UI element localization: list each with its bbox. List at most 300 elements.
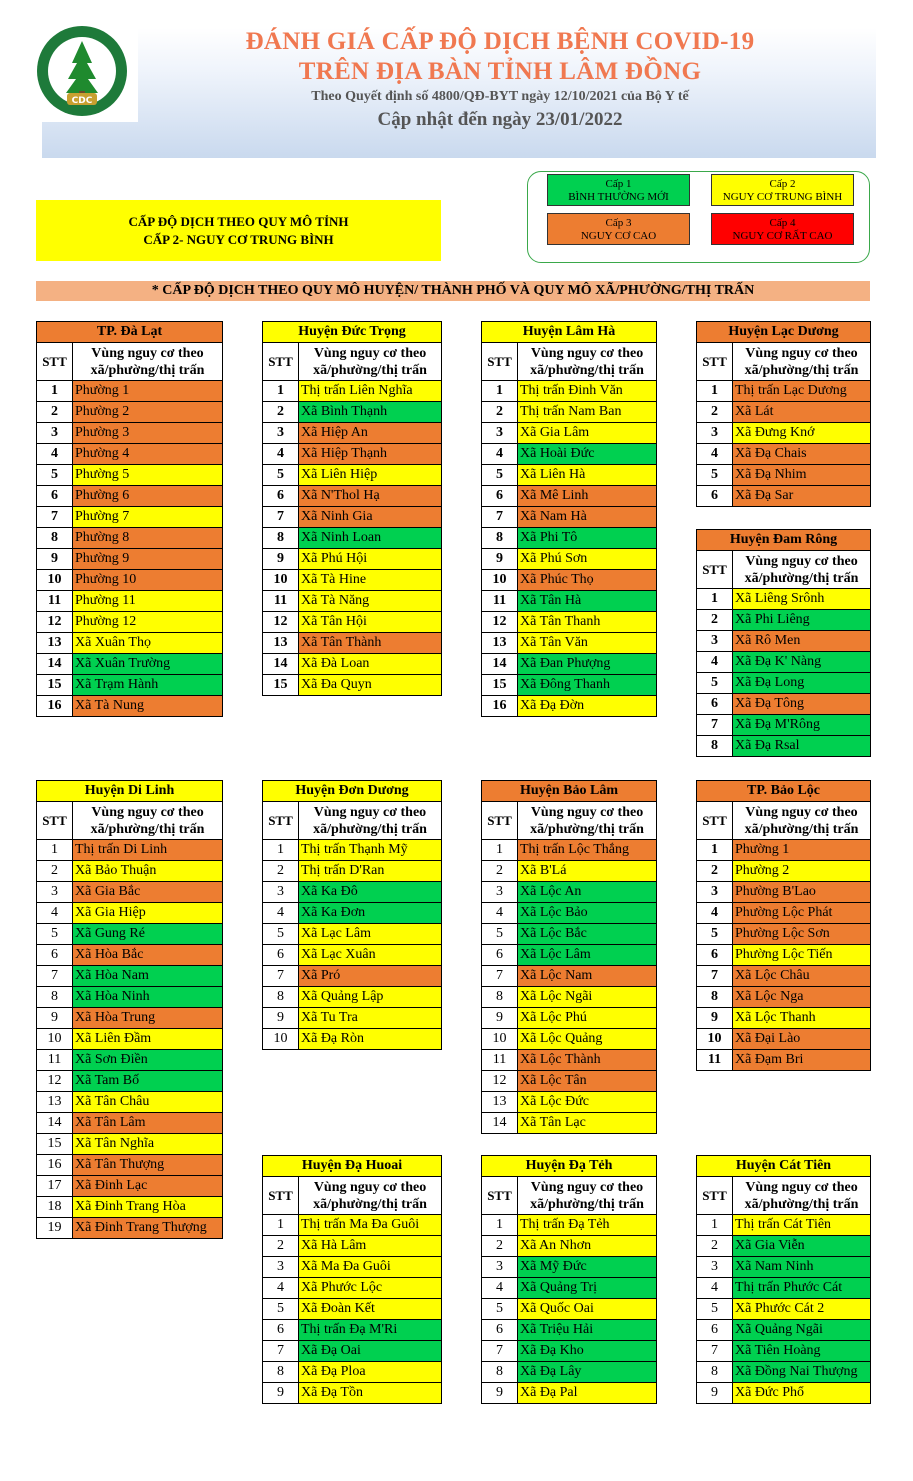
- row-number: 1: [697, 381, 733, 402]
- table-row: [482, 696, 657, 717]
- district-name: Huyện Lâm Hà: [482, 322, 657, 343]
- row-number: 8: [37, 987, 73, 1008]
- commune-name: Xã Phúc Thọ: [518, 570, 657, 591]
- row-number: 17: [37, 1176, 73, 1197]
- table-row: [697, 1299, 871, 1320]
- table-row: [697, 381, 871, 402]
- column-header-area: Vùng nguy cơ theo xã/phường/thị trấn: [733, 802, 871, 840]
- column-header-stt: STT: [482, 343, 518, 381]
- commune-name: Xã Lộc Nam: [518, 966, 657, 987]
- row-number: 8: [482, 528, 518, 549]
- row-number: 5: [263, 1299, 299, 1320]
- commune-name: Xã Đại Lào: [733, 1029, 871, 1050]
- district-table: [481, 780, 657, 1134]
- commune-name: Phường 4: [73, 444, 223, 465]
- row-number: 3: [37, 423, 73, 444]
- commune-name: Phường 12: [73, 612, 223, 633]
- district-table: [696, 1155, 871, 1404]
- commune-name: Xã Quốc Oai: [518, 1299, 657, 1320]
- table-row: [263, 1383, 442, 1404]
- commune-name: Xã Đạ M'Rông: [733, 715, 871, 736]
- table-row: [482, 882, 657, 903]
- commune-name: Xã Gia Viễn: [733, 1236, 871, 1257]
- district-table: [262, 321, 442, 696]
- table-row: [697, 402, 871, 423]
- district-name: Huyện Đam Rông: [697, 530, 871, 551]
- column-header-stt: STT: [37, 802, 73, 840]
- commune-name: Xã Xuân Thọ: [73, 633, 223, 654]
- table-row: [482, 591, 657, 612]
- commune-name: Xã Tu Tra: [299, 1008, 442, 1029]
- commune-name: Xã Lạc Xuân: [299, 945, 442, 966]
- commune-name: Thị trấn Lạc Dương: [733, 381, 871, 402]
- legend-level-2: Cấp 2 NGUY CƠ TRUNG BÌNH: [711, 174, 854, 206]
- table-row: [263, 528, 442, 549]
- column-header-area: Vùng nguy cơ theo xã/phường/thị trấn: [518, 802, 657, 840]
- table-row: [37, 882, 223, 903]
- row-number: 9: [482, 1008, 518, 1029]
- commune-name: Xã Quảng Lập: [299, 987, 442, 1008]
- row-number: 12: [263, 612, 299, 633]
- commune-name: Thị trấn Đinh Văn: [518, 381, 657, 402]
- row-number: 4: [263, 1278, 299, 1299]
- commune-name: Thị trấn Cát Tiên: [733, 1215, 871, 1236]
- table-row: [37, 1218, 223, 1239]
- column-header-area: Vùng nguy cơ theo xã/phường/thị trấn: [733, 1177, 871, 1215]
- row-number: 3: [482, 882, 518, 903]
- row-number: 5: [697, 924, 733, 945]
- row-number: 12: [37, 612, 73, 633]
- table-row: [697, 903, 871, 924]
- table-row: [482, 612, 657, 633]
- commune-name: Xã N'Thol Hạ: [299, 486, 442, 507]
- table-row: [697, 423, 871, 444]
- row-number: 16: [482, 696, 518, 717]
- row-number: 6: [697, 945, 733, 966]
- row-number: 11: [37, 1050, 73, 1071]
- commune-name: Xã Tà Nung: [73, 696, 223, 717]
- commune-name: Xã Mê Linh: [518, 486, 657, 507]
- row-number: 4: [482, 903, 518, 924]
- table-row: [263, 444, 442, 465]
- table-row: [697, 1215, 871, 1236]
- table-row: [263, 465, 442, 486]
- row-number: 9: [697, 1008, 733, 1029]
- row-number: 4: [697, 903, 733, 924]
- row-number: 5: [697, 465, 733, 486]
- table-row: [37, 1176, 223, 1197]
- row-number: 8: [263, 528, 299, 549]
- commune-name: Phường 8: [73, 528, 223, 549]
- table-row: [697, 945, 871, 966]
- row-number: 7: [482, 1341, 518, 1362]
- commune-name: Xã Tân Văn: [518, 633, 657, 654]
- row-number: 10: [263, 570, 299, 591]
- row-number: 6: [263, 945, 299, 966]
- commune-name: Xã Lộc Châu: [733, 966, 871, 987]
- district-name: TP. Bảo Lộc: [697, 781, 871, 802]
- commune-name: Xã Đoàn Kết: [299, 1299, 442, 1320]
- row-number: 6: [263, 486, 299, 507]
- commune-name: Phường B'Lao: [733, 882, 871, 903]
- district-name: Huyện Cát Tiên: [697, 1156, 871, 1177]
- row-number: 8: [263, 987, 299, 1008]
- table-row: [37, 1113, 223, 1134]
- table-row: [37, 633, 223, 654]
- row-number: 2: [697, 861, 733, 882]
- commune-name: Xã Tân Hà: [518, 591, 657, 612]
- row-number: 13: [482, 1092, 518, 1113]
- table-row: [482, 1320, 657, 1341]
- row-number: 15: [482, 675, 518, 696]
- row-number: 4: [263, 444, 299, 465]
- commune-name: Xã Hoài Đức: [518, 444, 657, 465]
- row-number: 9: [697, 1383, 733, 1404]
- row-number: 12: [482, 1071, 518, 1092]
- row-number: 8: [263, 1362, 299, 1383]
- table-row: [482, 1278, 657, 1299]
- column-header-stt: STT: [697, 1177, 733, 1215]
- table-row: [263, 402, 442, 423]
- commune-name: Thị trấn Liên Nghĩa: [299, 381, 442, 402]
- row-number: 9: [37, 549, 73, 570]
- row-number: 6: [697, 694, 733, 715]
- table-row: [697, 882, 871, 903]
- column-header-area: Vùng nguy cơ theo xã/phường/thị trấn: [518, 1177, 657, 1215]
- table-row: [697, 694, 871, 715]
- table-row: [482, 903, 657, 924]
- table-row: [37, 1050, 223, 1071]
- commune-name: Phường Lộc Sơn: [733, 924, 871, 945]
- commune-name: Xã Rô Men: [733, 631, 871, 652]
- row-number: 4: [697, 652, 733, 673]
- district-name: TP. Đà Lạt: [37, 322, 223, 343]
- table-row: [37, 1134, 223, 1155]
- table-row: [37, 444, 223, 465]
- commune-name: Phường 1: [733, 840, 871, 861]
- row-number: 19: [37, 1218, 73, 1239]
- update-date: Cập nhật đến ngày 23/01/2022: [377, 109, 623, 130]
- table-row: [697, 966, 871, 987]
- commune-name: Xã Hòa Ninh: [73, 987, 223, 1008]
- commune-name: Xã Đan Phượng: [518, 654, 657, 675]
- column-header-area: Vùng nguy cơ theo xã/phường/thị trấn: [733, 343, 871, 381]
- row-number: 16: [37, 696, 73, 717]
- row-number: 8: [37, 528, 73, 549]
- column-header-stt: STT: [697, 802, 733, 840]
- table-row: [37, 654, 223, 675]
- table-row: [37, 1008, 223, 1029]
- table-row: [37, 423, 223, 444]
- commune-name: Xã Ninh Gia: [299, 507, 442, 528]
- table-row: [697, 861, 871, 882]
- commune-name: Xã Đạ Lây: [518, 1362, 657, 1383]
- row-number: 8: [697, 987, 733, 1008]
- commune-name: Xã Lộc Nga: [733, 987, 871, 1008]
- commune-name: Xã Đạ Sar: [733, 486, 871, 507]
- row-number: 16: [37, 1155, 73, 1176]
- commune-name: Xã Đạ Oai: [299, 1341, 442, 1362]
- row-number: 4: [37, 444, 73, 465]
- commune-name: Xã Lộc Thanh: [733, 1008, 871, 1029]
- row-number: 6: [482, 1320, 518, 1341]
- row-number: 6: [37, 486, 73, 507]
- commune-name: Xã Lộc Đức: [518, 1092, 657, 1113]
- commune-name: Thị trấn Phước Cát: [733, 1278, 871, 1299]
- table-row: [263, 924, 442, 945]
- table-row: [697, 1383, 871, 1404]
- row-number: 10: [697, 1029, 733, 1050]
- district-table: [696, 321, 871, 507]
- district-name: Huyện Đạ Huoai: [263, 1156, 442, 1177]
- table-row: [37, 696, 223, 717]
- table-row: [37, 591, 223, 612]
- province-level-box: [36, 200, 441, 261]
- row-number: 5: [37, 465, 73, 486]
- commune-name: Xã Tân Thành: [299, 633, 442, 654]
- column-header-stt: STT: [37, 343, 73, 381]
- commune-name: Xã Đạ K' Nàng: [733, 652, 871, 673]
- row-number: 5: [263, 465, 299, 486]
- row-number: 5: [482, 465, 518, 486]
- column-header-area: Vùng nguy cơ theo xã/phường/thị trấn: [299, 1177, 442, 1215]
- commune-name: Xã Đạ Kho: [518, 1341, 657, 1362]
- commune-name: Thị trấn Ma Đa Guôi: [299, 1215, 442, 1236]
- district-table: [481, 321, 657, 717]
- legend-level-3: Cấp 3 NGUY CƠ CAO: [547, 213, 690, 245]
- table-row: [482, 1029, 657, 1050]
- table-row: [37, 840, 223, 861]
- commune-name: Xã Xuân Trường: [73, 654, 223, 675]
- table-row: [37, 1092, 223, 1113]
- table-row: [482, 1341, 657, 1362]
- commune-name: Thị trấn Đạ M'Ri: [299, 1320, 442, 1341]
- table-row: [37, 924, 223, 945]
- commune-name: Thị trấn Lộc Thắng: [518, 840, 657, 861]
- row-number: 11: [263, 591, 299, 612]
- table-row: [482, 924, 657, 945]
- commune-name: Xã Gia Bắc: [73, 882, 223, 903]
- column-header-stt: STT: [697, 343, 733, 381]
- commune-name: Xã Mỹ Đức: [518, 1257, 657, 1278]
- row-number: 6: [482, 945, 518, 966]
- row-number: 3: [482, 1257, 518, 1278]
- commune-name: Phường 11: [73, 591, 223, 612]
- commune-name: Xã Đạ Rsal: [733, 736, 871, 757]
- row-number: 2: [263, 1236, 299, 1257]
- commune-name: Phường 7: [73, 507, 223, 528]
- table-row: [482, 1383, 657, 1404]
- row-number: 15: [37, 675, 73, 696]
- table-row: [697, 736, 871, 757]
- table-row: [37, 570, 223, 591]
- row-number: 2: [37, 402, 73, 423]
- page-title-line2: TRÊN ĐỊA BÀN TỈNH LÂM ĐỒNG: [298, 58, 702, 85]
- row-number: 3: [37, 882, 73, 903]
- table-row: [482, 423, 657, 444]
- district-table: [36, 321, 223, 717]
- table-row: [482, 549, 657, 570]
- table-row: [697, 673, 871, 694]
- table-row: [697, 1341, 871, 1362]
- commune-name: Xã Đạ Tông: [733, 694, 871, 715]
- district-table: [481, 1155, 657, 1404]
- district-table: [36, 780, 223, 1239]
- column-header-area: Vùng nguy cơ theo xã/phường/thị trấn: [299, 343, 442, 381]
- table-row: [482, 381, 657, 402]
- row-number: 2: [697, 1236, 733, 1257]
- district-name: Huyện Đạ Tẻh: [482, 1156, 657, 1177]
- province-level-title: CẤP ĐỘ DỊCH THEO QUY MÔ TỈNH: [128, 213, 349, 229]
- row-number: 1: [697, 589, 733, 610]
- commune-name: Xã Tân Nghĩa: [73, 1134, 223, 1155]
- commune-name: Xã Đà Loan: [299, 654, 442, 675]
- table-row: [697, 715, 871, 736]
- row-number: 6: [697, 486, 733, 507]
- commune-name: Xã Lộc Quảng: [518, 1029, 657, 1050]
- table-row: [263, 903, 442, 924]
- table-row: [263, 423, 442, 444]
- commune-name: Xã Lộc An: [518, 882, 657, 903]
- table-row: [482, 1092, 657, 1113]
- row-number: 11: [482, 1050, 518, 1071]
- row-number: 7: [263, 966, 299, 987]
- table-row: [37, 402, 223, 423]
- row-number: 3: [697, 1257, 733, 1278]
- row-number: 5: [263, 924, 299, 945]
- table-row: [697, 610, 871, 631]
- row-number: 3: [263, 882, 299, 903]
- table-row: [37, 507, 223, 528]
- table-row: [263, 1341, 442, 1362]
- table-row: [37, 1155, 223, 1176]
- row-number: 2: [263, 861, 299, 882]
- row-number: 3: [697, 423, 733, 444]
- column-header-stt: STT: [263, 343, 299, 381]
- commune-name: Xã Đạ Đờn: [518, 696, 657, 717]
- commune-name: Xã Đạ Chais: [733, 444, 871, 465]
- column-header-area: Vùng nguy cơ theo xã/phường/thị trấn: [73, 343, 223, 381]
- commune-name: Xã Tân Hội: [299, 612, 442, 633]
- commune-name: Xã Lộc Ngãi: [518, 987, 657, 1008]
- table-row: [263, 1215, 442, 1236]
- table-row: [697, 1257, 871, 1278]
- commune-name: Phường 2: [733, 861, 871, 882]
- table-row: [263, 1362, 442, 1383]
- row-number: 8: [482, 987, 518, 1008]
- table-row: [263, 549, 442, 570]
- commune-name: Thị trấn D'Ran: [299, 861, 442, 882]
- table-row: [482, 507, 657, 528]
- table-row: [697, 987, 871, 1008]
- row-number: 9: [482, 549, 518, 570]
- row-number: 7: [482, 507, 518, 528]
- row-number: 13: [37, 633, 73, 654]
- commune-name: Xã Đông Thanh: [518, 675, 657, 696]
- row-number: 5: [482, 924, 518, 945]
- commune-name: Phường 6: [73, 486, 223, 507]
- page-title-line1: ĐÁNH GIÁ CẤP ĐỘ DỊCH BỆNH COVID-19: [245, 28, 755, 55]
- commune-name: Xã Hiệp An: [299, 423, 442, 444]
- table-row: [482, 1113, 657, 1134]
- table-row: [37, 528, 223, 549]
- row-number: 5: [482, 1299, 518, 1320]
- row-number: 7: [697, 966, 733, 987]
- commune-name: Thị trấn Nam Ban: [518, 402, 657, 423]
- legend-level-1: Cấp 1 BÌNH THƯỜNG MỚI: [547, 174, 690, 206]
- commune-name: Phường Lộc Tiến: [733, 945, 871, 966]
- table-row: [482, 1050, 657, 1071]
- row-number: 15: [37, 1134, 73, 1155]
- commune-name: Xã Liên Hiệp: [299, 465, 442, 486]
- table-row: [37, 1029, 223, 1050]
- commune-name: Xã Lộc Bắc: [518, 924, 657, 945]
- commune-name: Xã Hiệp Thạnh: [299, 444, 442, 465]
- commune-name: Xã Hòa Nam: [73, 966, 223, 987]
- commune-name: Xã Tam Bố: [73, 1071, 223, 1092]
- commune-name: Xã Ninh Loan: [299, 528, 442, 549]
- table-row: [482, 486, 657, 507]
- commune-name: Xã Tiên Hoàng: [733, 1341, 871, 1362]
- row-number: 11: [697, 1050, 733, 1071]
- column-header-stt: STT: [697, 551, 733, 589]
- commune-name: Xã Tân Thanh: [518, 612, 657, 633]
- table-row: [263, 945, 442, 966]
- row-number: 10: [37, 1029, 73, 1050]
- row-number: 4: [263, 903, 299, 924]
- row-number: 1: [37, 381, 73, 402]
- table-row: [263, 654, 442, 675]
- commune-name: Xã Nam Ninh: [733, 1257, 871, 1278]
- commune-name: Xã Lộc Thành: [518, 1050, 657, 1071]
- column-header-area: Vùng nguy cơ theo xã/phường/thị trấn: [733, 551, 871, 589]
- table-row: [482, 570, 657, 591]
- commune-name: Xã Đạ Ròn: [299, 1029, 442, 1050]
- district-table: [262, 1155, 442, 1404]
- table-row: [263, 381, 442, 402]
- row-number: 1: [263, 1215, 299, 1236]
- commune-name: Xã Lộc Lâm: [518, 945, 657, 966]
- row-number: 7: [697, 715, 733, 736]
- column-header-area: Vùng nguy cơ theo xã/phường/thị trấn: [518, 343, 657, 381]
- row-number: 1: [697, 840, 733, 861]
- row-number: 3: [697, 631, 733, 652]
- commune-name: Phường 3: [73, 423, 223, 444]
- table-row: [263, 1236, 442, 1257]
- table-row: [482, 675, 657, 696]
- commune-name: Thị trấn Di Linh: [73, 840, 223, 861]
- commune-name: Phường Lộc Phát: [733, 903, 871, 924]
- commune-name: Phường 2: [73, 402, 223, 423]
- commune-name: Xã Phi Liêng: [733, 610, 871, 631]
- table-row: [482, 1299, 657, 1320]
- row-number: 9: [482, 1383, 518, 1404]
- row-number: 9: [263, 1383, 299, 1404]
- row-number: 7: [37, 507, 73, 528]
- table-row: [263, 1029, 442, 1050]
- row-number: 10: [482, 1029, 518, 1050]
- row-number: 14: [37, 654, 73, 675]
- table-row: [37, 966, 223, 987]
- commune-name: Xã Liêng Srônh: [733, 589, 871, 610]
- table-row: [37, 945, 223, 966]
- commune-name: Xã Tân Thượng: [73, 1155, 223, 1176]
- commune-name: Xã Phú Hội: [299, 549, 442, 570]
- table-row: [697, 589, 871, 610]
- table-row: [697, 486, 871, 507]
- row-number: 7: [263, 1341, 299, 1362]
- commune-name: Xã Pró: [299, 966, 442, 987]
